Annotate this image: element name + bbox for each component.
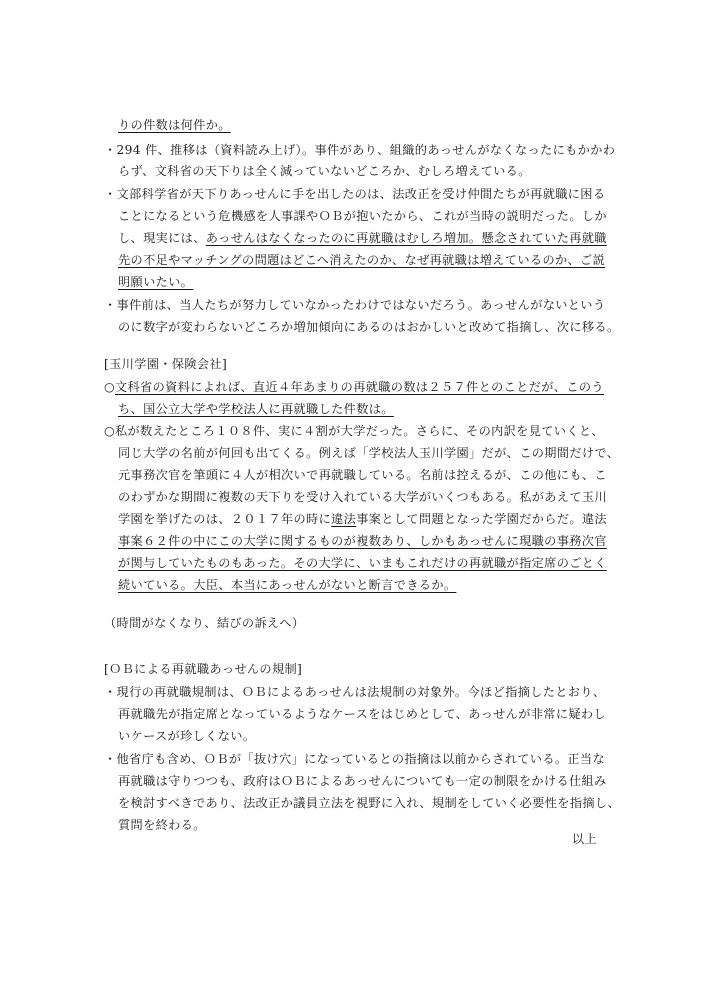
text-line: ・294 件、推移は（資料読み上げ）。事件があり、組織的あっせんがなくなったにもかかわ <box>104 143 616 157</box>
text-line: 再就職先が指定席となっているようなケースをはじめとして、あっせんが非常に疑わし <box>118 707 606 721</box>
text-line: ○私が数えたところ１０８件、実に４割が大学だった。さらに、その内訳を見ていくと、 <box>104 424 604 438</box>
underlined-text: 先の不足やマッチングの問題はどこへ消えたのか、なぜ再就職は増えているのか、ご説 <box>118 253 606 267</box>
underlined-text: ち、国公立大学や学校法人に再就職した件数は。 <box>118 402 394 416</box>
underlined-text: 事案６２件の中にこの大学に関するものが複数あり、しかもあっせんに現職の事務次官 <box>118 534 607 548</box>
text-line: 学園を挙げたのは、２０１７年の時に違法事案として問題となった学園だからだ。違法 <box>118 512 607 526</box>
text-line: 元事務次官を筆頭に４人が相次いで再就職している。名前は控えるが、この他にも、こ <box>118 468 607 482</box>
text-line: ・他省庁も含め、ＯＢが「抜け穴」になっているとの指摘は以前からされている。正当な <box>104 752 606 766</box>
text-line: ことになるという危機感を人事課やＯＢが抱いたから、これが当時の説明だった。しか <box>118 209 607 223</box>
underlined-text: 文科省の資料によれば、直近４年あまりの再就職の数は２５７件とのことだが、このう <box>114 380 604 394</box>
text-line <box>118 534 607 548</box>
text-line <box>118 118 231 132</box>
aside-note: （時間がなくなり、結びの訴えへ） <box>104 616 305 630</box>
text-line: を検討すべきであり、法改正か議員立法を視野に入れ、規制をしていく必要性を指摘し、 <box>118 796 620 810</box>
text-line <box>118 556 607 570</box>
text-line: 質問を終わる。 <box>118 818 206 832</box>
text-line: 同じ大学の名前が何回も出てくる。例えば「学校法人玉川学園」だが、この期間だけで、 <box>118 446 620 460</box>
underlined-text: が関与していたものもあった。その大学に、いまもこれだけの再就職が指定席のごとく <box>118 556 607 570</box>
text-line: し、現実には、あっせんはなくなったのに再就職はむしろ増加。懸念されていた再就職 <box>118 231 607 245</box>
text-line: ○文科省の資料によれば、直近４年あまりの再就職の数は２５７件とのことだが、このう <box>104 380 604 394</box>
text-line <box>118 253 605 267</box>
section-heading: [ＯＢによる再就職あっせんの規制] <box>104 662 303 676</box>
underlined-text: あっせんはなくなったのに再就職はむしろ増加。懸念されていた再就職 <box>205 231 607 245</box>
text-line: らず、文科省の天下りは全く減っていないどころか、むしろ増えている。 <box>118 164 531 178</box>
text-line: 再就職は守りつつも、政府はＯＢによるあっせんについても一定の制限をかける仕組み <box>118 774 607 788</box>
text-line: ・事件前は、当人たちが努力していなかったわけではないだろう。あっせんがないという <box>104 298 606 312</box>
text-line: のわずかな期間に複数の天下りを受け入れている大学がいくつもある。私があえて玉川 <box>118 490 607 504</box>
underlined-text: 違法 <box>331 512 357 526</box>
closing-mark: 以上 <box>571 832 597 846</box>
text-line <box>118 578 456 592</box>
section-heading: [玉川学園・保険会社] <box>104 357 228 371</box>
underlined-text: 明願いたい。 <box>118 275 194 289</box>
text-line: いケースが珍しくない。 <box>118 729 256 743</box>
text-line <box>118 275 193 289</box>
text-line: のに数字が変わらないどころか増加傾向にあるのはおかしいと改めて指摘し、次に移る。 <box>118 320 620 334</box>
text-line <box>118 402 394 416</box>
text-line: ・現行の再就職規制は、ＯＢによるあっせんは法規制の対象外。今ほど指摘したとおり、 <box>104 685 606 699</box>
underlined-text: 続いている。大臣、本当にあっせんがないと断言できるか。 <box>118 578 457 592</box>
underlined-text: りの件数は何件か。 <box>118 118 231 132</box>
text-line: ・文部科学省が天下りあっせんに手を出したのは、法改正を受け仲間たちが再就職に困る <box>104 187 606 201</box>
